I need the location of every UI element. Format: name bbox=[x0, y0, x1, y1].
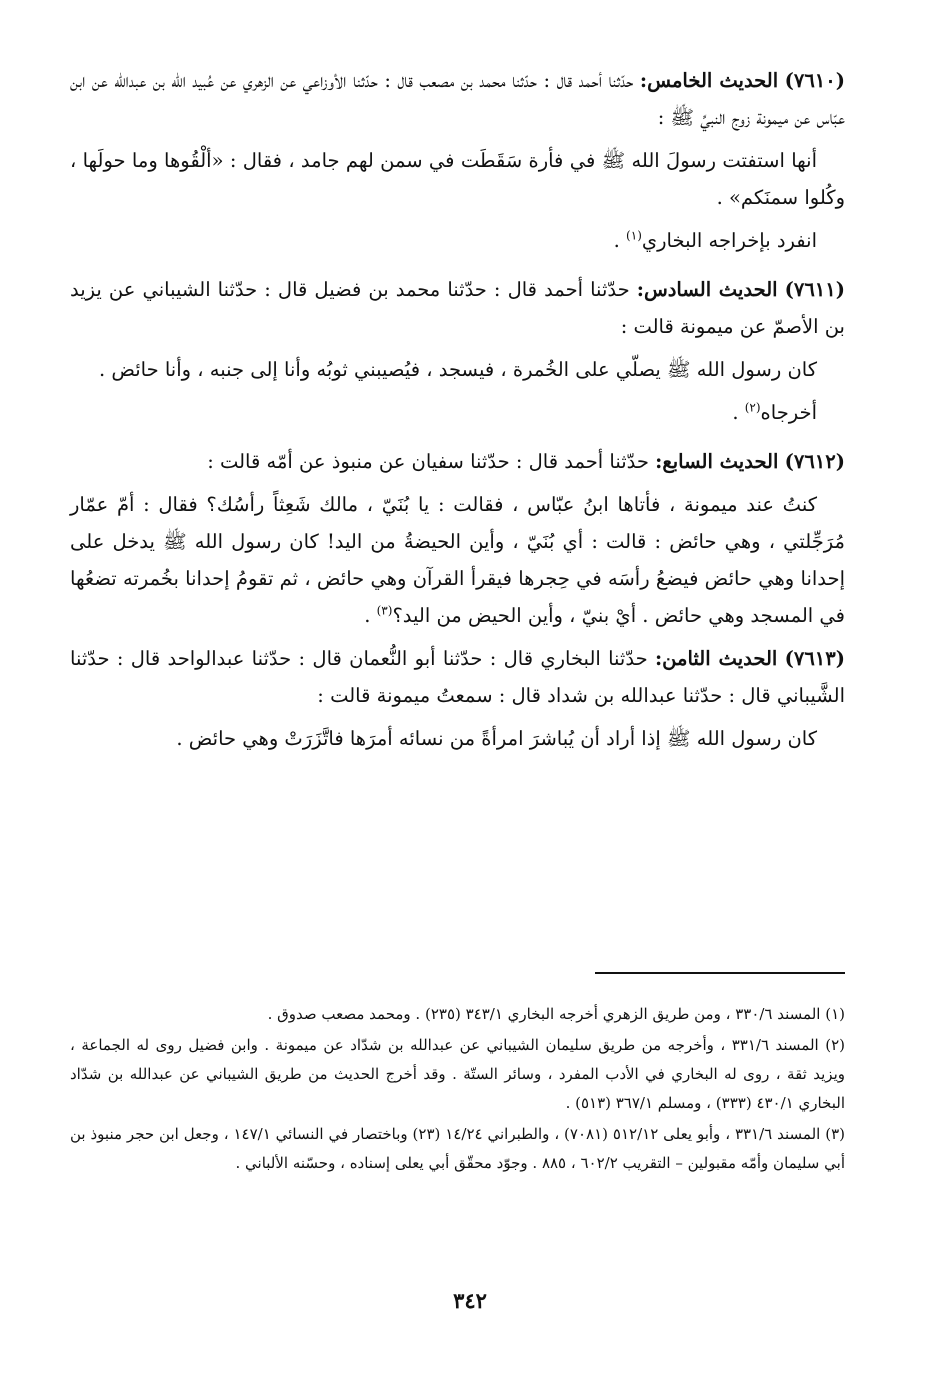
footnote-ref: (٢) bbox=[744, 400, 761, 415]
note-end: . bbox=[613, 229, 627, 252]
note-text: انفرد بإخراجه البخاري bbox=[641, 229, 817, 252]
footnote-2: (٢) المسند ٣٣١/٦ ، وأخرجه من طريق سليمان الشيباني عن عبدالله بن شدّاد عن ميمونة . وابن فضيل روى له الجماعة ، ويزيد ثقة ، روى له البخاري في الأدب المفرد ، وسائر الستّة . وقد أخرج الحديث من طريق الشيباني عن عبدالله بن شدّاد البخاري ٤٣٠/١ (٣٣٣) ، ومسلم ٣٦٧/١ (٥١٣) . bbox=[70, 1036, 845, 1112]
hadith-isnad bbox=[70, 62, 845, 136]
note-end: . bbox=[732, 401, 745, 424]
footnote-1: (١) المسند ٣٣٠/٦ ، ومن طريق الزهري أخرجه البخاري ٣٤٣/١ (٢٣٥) . ومحمد مصعب صدوق . bbox=[267, 1005, 845, 1023]
hadith-isnad bbox=[70, 271, 845, 345]
hadith-7611 bbox=[70, 271, 845, 431]
isnad-text: حدّثنا أحمد قال : حدّثنا محمد بن مصعب قال : حدّثنا الأوزاعي عن الزهري عن عُبيد الله بن عبدالله عن ابن عبّاس عن ميمونة زوج النبيِّ ﷺ : bbox=[70, 69, 845, 129]
hadith-number: (٧٦١١) bbox=[784, 278, 845, 301]
hadith-number: (٧٦١٣) bbox=[784, 647, 845, 670]
matn-text: كنتُ عند ميمونة ، فأتاها ابنُ عبّاس ، فقالت : يا بُنَيّ ، مالك شَعِثاً رأسُك؟ فقال : أمّ عمّار مُرَجِّلتي ، وهي حائض : قالت : أي بُنَيّ ، وأين الحيضةُ من اليد! كان رسول الله ﷺ يدخل على إحدانا وهي حائض فيضعُ رأسَه في حِجرها فيقرأ القرآن وهي حائض ، ثم تقومُ إحدانا بخُمرته تضعُها في المسجد وهي حائض . أيْ بنيّ ، وأين الحيض من اليد؟ bbox=[70, 493, 845, 627]
hadith-matn bbox=[70, 486, 845, 634]
hadith-7613 bbox=[70, 640, 845, 757]
hadith-isnad bbox=[70, 443, 845, 480]
hadith-note bbox=[70, 394, 845, 431]
isnad-text: حدّثنا أحمد قال : حدّثنا محمد بن فضيل قال : حدّثنا الشيباني عن يزيد بن الأصمّ عن ميمونة قالت : bbox=[70, 278, 845, 338]
hadith-number: (٧٦١٠) bbox=[784, 69, 845, 92]
note-text: أخرجاه bbox=[760, 401, 817, 424]
hadith-matn: كان رسول الله ﷺ يصلّي على الخُمرة ، فيسجد ، فيُصيبني ثوبُه وأنا إلى جنبه ، وأنا حائض . bbox=[98, 358, 817, 381]
footnote-ref: (١) bbox=[626, 228, 642, 243]
hadith-number: (٧٦١٢) bbox=[784, 450, 845, 473]
page-body bbox=[70, 62, 845, 763]
hadith-title: الحديث السابع: bbox=[655, 450, 779, 473]
hadith-7610 bbox=[70, 62, 845, 259]
hadith-title: الحديث الثامن: bbox=[654, 647, 778, 670]
hadith-matn: كان رسول الله ﷺ إذا أراد أن يُباشرَ امرأةً من نسائه أمرَها فاتَّزَرَتْ وهي حائض . bbox=[176, 727, 817, 750]
hadith-isnad bbox=[70, 640, 845, 714]
footnote-3: (٣) المسند ٣٣١/٦ ، وأبو يعلى ٥١٢/١٢ (٧٠٨١) ، والطبراني ١٤/٢٤ (٢٣) وباختصار في النسائي ١٤٧/١ ، وجعل ابن حجر منبوذ بن أبي سليمان وأمّه مقبولين – التقريب ٦٠٢/٢ ، ٨٨٥ . وجوّد محقّق أبي يعلى إسناده ، وحسّنه الألباني . bbox=[70, 1125, 845, 1172]
footnote-separator bbox=[595, 972, 845, 974]
page-number: ٣٤٢ bbox=[453, 1288, 487, 1313]
hadith-title: الحديث السادس: bbox=[636, 278, 778, 301]
hadith-7612 bbox=[70, 443, 845, 634]
footnote-ref: (٣) bbox=[376, 603, 393, 618]
hadith-title: الحديث الخامس: bbox=[639, 69, 779, 92]
isnad-text: حدّثنا البخاري قال : حدّثنا أبو النُّعمان قال : حدّثنا عبدالواحد قال : حدّثنا الشَّيباني قال : حدّثنا عبدالله بن شداد قال : سمعتُ ميمونة قالت : bbox=[70, 647, 845, 707]
isnad-text: حدّثنا أحمد قال : حدّثنا سفيان عن منبوذ عن أمّه قالت : bbox=[207, 450, 649, 473]
matn-end: . bbox=[364, 604, 377, 627]
hadith-matn: أنها استفتت رسولَ الله ﷺ في فأرة سَقَطَت في سمن لهم جامد ، فقال : «ألْقُوها وما حولَها ، وكُلوا سمنَكم» . bbox=[70, 149, 845, 209]
hadith-note bbox=[70, 222, 845, 259]
footnotes bbox=[70, 1000, 845, 1180]
